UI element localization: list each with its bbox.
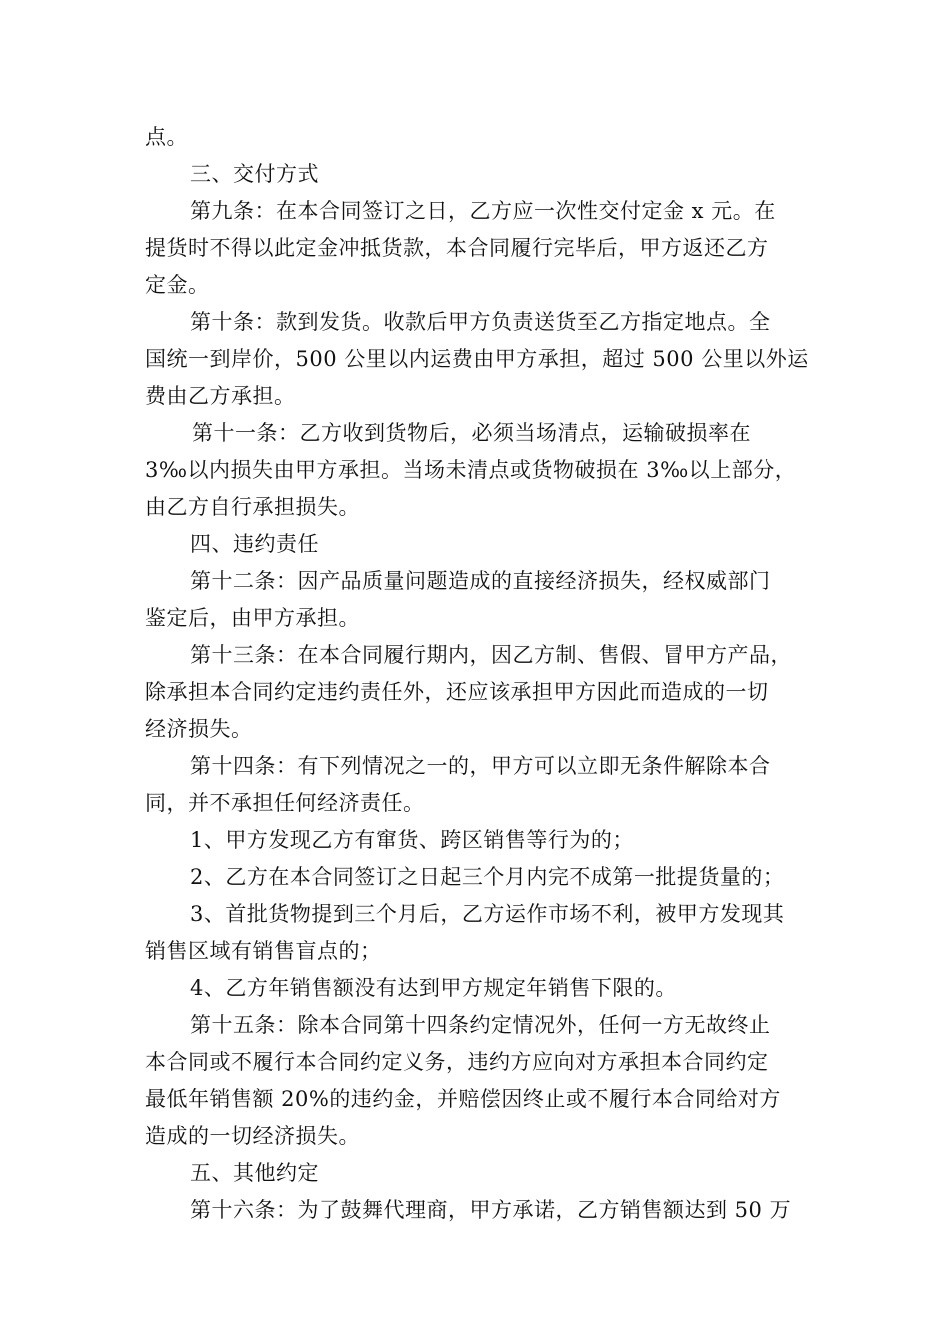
text-line: 由乙方自行承担损失。 bbox=[145, 495, 360, 519]
text-line: 第九条：在本合同签订之日，乙方应一次性交付定金 x 元。在 bbox=[190, 199, 776, 223]
text-line: 同，并不承担任何经济责任。 bbox=[145, 791, 425, 815]
text-line: 第十二条：因产品质量问题造成的直接经济损失，经权威部门 bbox=[190, 569, 771, 593]
text-line: 造成的一切经济损失。 bbox=[145, 1124, 360, 1148]
text-line: 费由乙方承担。 bbox=[145, 384, 296, 408]
text-line: 最低年销售额 20%的违约金，并赔偿因终止或不履行本合同给对方 bbox=[145, 1087, 781, 1111]
text-line: 点。 bbox=[145, 125, 188, 149]
text-line: 鉴定后，由甲方承担。 bbox=[145, 606, 360, 630]
list-item: 1、甲方发现乙方有窜货、跨区销售等行为的； bbox=[190, 828, 634, 852]
text-line: 第十四条：有下列情况之一的，甲方可以立即无条件解除本合 bbox=[190, 754, 771, 778]
text-line: 销售区域有销售盲点的； bbox=[145, 939, 382, 963]
text-line: 国统一到岸价，500 公里以内运费由甲方承担，超过 500 公里以外运 bbox=[145, 347, 809, 371]
text-line: 定金。 bbox=[145, 273, 210, 297]
section-heading: 五、其他约定 bbox=[190, 1161, 319, 1185]
text-line: 本合同或不履行本合同约定义务，违约方应向对方承担本合同约定 bbox=[145, 1050, 769, 1074]
text-line: 第十五条：除本合同第十四条约定情况外，任何一方无故终止 bbox=[190, 1013, 771, 1037]
section-heading: 四、违约责任 bbox=[190, 532, 319, 556]
text-line: 3‰以内损失由甲方承担。当场未清点或货物破损在 3‰以上部分， bbox=[145, 458, 797, 482]
list-item: 2、乙方在本合同签订之日起三个月内完不成第一批提货量的； bbox=[190, 865, 785, 889]
text-line: 经济损失。 bbox=[145, 717, 253, 741]
section-heading: 三、交付方式 bbox=[190, 162, 319, 186]
text-line: 第十三条：在本合同履行期内，因乙方制、售假、冒甲方产品， bbox=[190, 643, 792, 667]
text-line: 除承担本合同约定违约责任外，还应该承担甲方因此而造成的一切 bbox=[145, 680, 769, 704]
text-line: 第十六条：为了鼓舞代理商，甲方承诺，乙方销售额达到 50 万 bbox=[190, 1198, 792, 1222]
text-line: 提货时不得以此定金冲抵货款，本合同履行完毕后，甲方返还乙方 bbox=[145, 236, 769, 260]
list-item: 3、首批货物提到三个月后，乙方运作市场不利，被甲方发现其 bbox=[190, 902, 785, 926]
text-line: 第十条：款到发货。收款后甲方负责送货至乙方指定地点。全 bbox=[190, 310, 771, 334]
list-item: 4、乙方年销售额没有达到甲方规定年销售下限的。 bbox=[190, 976, 677, 1000]
text-line: 第十一条：乙方收到货物后，必须当场清点，运输破损率在 bbox=[192, 421, 751, 445]
